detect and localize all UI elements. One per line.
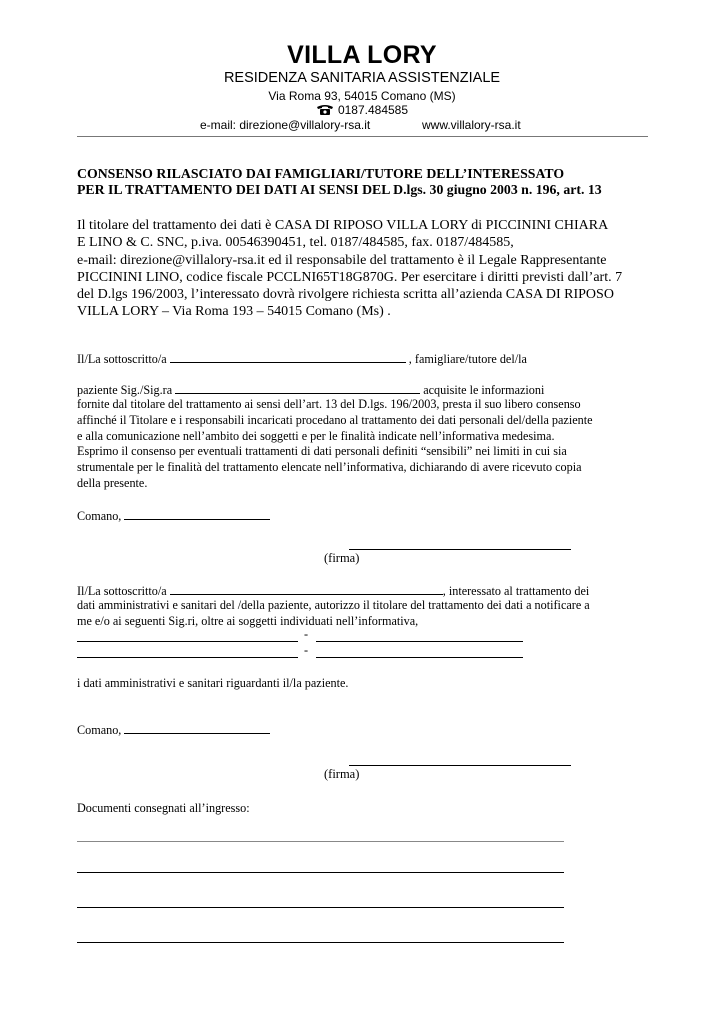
documents-label: Documenti consegnati all’ingresso: bbox=[77, 801, 250, 815]
section2-place-row bbox=[77, 721, 270, 739]
signature-line[interactable] bbox=[349, 549, 571, 550]
interessato-label: , interessato al trattamento dei bbox=[442, 584, 590, 598]
document-title bbox=[77, 166, 602, 198]
person-name-field[interactable] bbox=[77, 641, 298, 642]
famigliare-label: , famigliare/tutore del/la bbox=[408, 352, 527, 366]
consent-line: della presente. bbox=[77, 475, 148, 490]
date-blank-field[interactable] bbox=[124, 507, 270, 520]
facility-email[interactable]: e-mail: direzione@villalory-rsa.it bbox=[200, 118, 371, 132]
signature-line[interactable] bbox=[349, 765, 571, 766]
section2-closing: i dati amministrativi e sanitari riguardanti il/la paziente. bbox=[77, 676, 349, 690]
facility-website[interactable]: www.villalory-rsa.it bbox=[422, 118, 521, 132]
signature-label: (firma) bbox=[324, 551, 360, 565]
sottoscritto-label: Il/La sottoscritto/a bbox=[77, 584, 167, 598]
facility-address: Via Roma 93, 54015 Comano (MS) bbox=[268, 89, 456, 103]
person-contact-field[interactable] bbox=[316, 657, 523, 658]
phone-number: 0187.484585 bbox=[337, 103, 409, 117]
documents-line[interactable] bbox=[77, 872, 564, 873]
person-name-field[interactable] bbox=[77, 657, 298, 658]
comano-label: Comano, bbox=[77, 723, 122, 737]
header-divider bbox=[77, 136, 648, 137]
date-blank-field[interactable] bbox=[124, 721, 270, 734]
telephone-icon bbox=[316, 104, 334, 115]
section1-place-row bbox=[77, 507, 270, 525]
paziente-blank-field[interactable] bbox=[175, 381, 420, 394]
facility-phone bbox=[0, 103, 724, 117]
documents-line[interactable] bbox=[77, 942, 564, 943]
facility-name: VILLA LORY bbox=[287, 41, 437, 69]
sottoscritto-label: Il/La sottoscritto/a bbox=[77, 352, 167, 366]
comano-label: Comano, bbox=[77, 509, 122, 523]
paziente-label: paziente Sig./Sig.ra bbox=[77, 383, 173, 397]
facility-type: RESIDENZA SANITARIA ASSISTENZIALE bbox=[223, 70, 501, 86]
separator-dash: - bbox=[304, 627, 309, 641]
intro-line: PICCININI LINO, codice fiscale PCCLNI65T18G870G. Per esercitare i diritti previsti dall’art. 7 bbox=[77, 269, 623, 285]
informazioni-label: acquisite le informazioni bbox=[423, 383, 545, 397]
title-line: CONSENSO RILASCIATO DAI FAMIGLIARI/TUTORE DELL’INTERESSATO bbox=[77, 166, 565, 181]
name-blank-field[interactable] bbox=[170, 350, 406, 363]
section2-body bbox=[77, 598, 590, 630]
consent-line: affinché il Titolare e i responsabili incaricati procedano al trattamento dei dati personali del/della paziente bbox=[77, 412, 593, 427]
name-blank-field[interactable] bbox=[170, 582, 443, 595]
consent-line: e alla comunicazione nell’ambito dei soggetti e per le finalità indicate nell’informativa medesima. bbox=[77, 428, 555, 443]
consent-line: Esprimo il consenso per eventuali trattamenti di dati personali definiti “sensibili” nei limiti in cui sia bbox=[77, 444, 567, 459]
authorization-line: dati amministrativi e sanitari del /della paziente, autorizzo il titolare del trattamento dei dati a notificare a bbox=[77, 598, 590, 612]
documents-line[interactable] bbox=[77, 907, 564, 908]
separator-dash: - bbox=[304, 643, 309, 657]
documents-line[interactable] bbox=[77, 841, 564, 842]
signature-label: (firma) bbox=[324, 767, 360, 781]
consent-line: fornite dal titolare del trattamento ai sensi dell’art. 13 del D.lgs. 196/2003, presta il suo libero consenso bbox=[77, 397, 581, 411]
authorization-line: me e/o ai seguenti Sig.ri, oltre ai soggetti individuati nell’informativa, bbox=[77, 613, 419, 628]
intro-line: e-mail: direzione@villalory-rsa.it ed il responsabile del trattamento è il Legale Rappresentante bbox=[77, 252, 607, 268]
intro-line: VILLA LORY – Via Roma 193 – 54015 Comano (Ms) . bbox=[77, 304, 391, 320]
intro-line: Il titolare del trattamento dei dati è CASA DI RIPOSO VILLA LORY di PICCININI CHIARA bbox=[77, 218, 609, 233]
intro-line: E LINO & C. SNC, p.iva. 00546390451, tel. 0187/484585, fax. 0187/484585, bbox=[77, 235, 514, 251]
intro-line: del D.lgs 196/2003, l’interessato dovrà rivolgere richiesta scritta all’azienda CASA DI RIPOSO bbox=[77, 287, 614, 303]
person-contact-field[interactable] bbox=[316, 641, 523, 642]
consent-body bbox=[77, 397, 593, 492]
section1-name-row bbox=[77, 350, 527, 368]
intro-paragraph bbox=[77, 217, 622, 321]
consent-line: strumentale per le finalità del trattamento elencate nell’informativa, dichiarando di avere ricevuto copia bbox=[77, 460, 582, 475]
title-line: PER IL TRATTAMENTO DEI DATI AI SENSI DEL D.lgs. 30 giugno 2003 n. 196, art. 13 bbox=[77, 182, 602, 197]
